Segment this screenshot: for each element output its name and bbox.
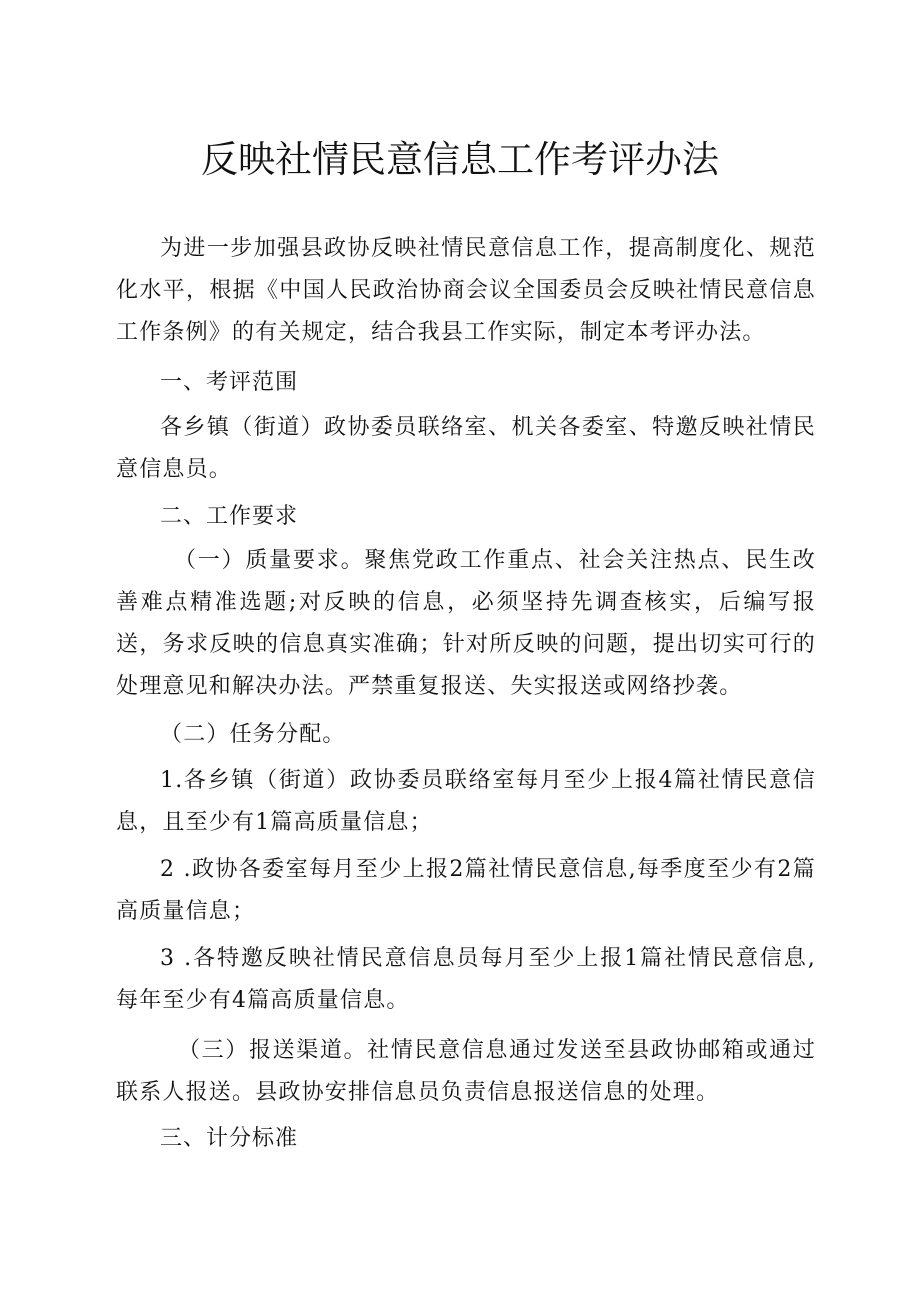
section-heading-scope: 一、考评范围 [160, 370, 299, 395]
intro-paragraph: 为进一步加强县政协反映社情民意信息工作，提高制度化、规范化水平，根据《中国人民政治协商会议全国委员会反映社情民意信息工作条例》的有关规定，结合我县工作实际，制定本考评办法。 [116, 236, 816, 345]
section-heading-requirements: 二、工作要求 [160, 504, 299, 529]
task-item-3: 3 .各特邀反映社情民意信息员每月至少上报1篇社情民意信息,每年至少有4篇高质量信息。 [116, 946, 816, 1013]
task-item-2: 2 .政协各委室每月至少上报2篇社情民意信息,每季度至少有2篇高质量信息； [116, 857, 816, 924]
quality-requirement-paragraph: （一）质量要求。聚焦党政工作重点、社会关注热点、民生改善难点精准选题;对反映的信息，必须坚持先调查核实，后编写报送，务求反映的信息真实准确；针对所反映的问题，提出切实可行的处理意见和解决办法。严禁重复报送、失实报送或网络抄袭。 [116, 548, 816, 699]
scope-paragraph: 各乡镇（街道）政协委员联络室、机关各委室、特邀反映社情民意信息员。 [116, 415, 816, 482]
channel-paragraph: （三）报送渠道。社情民意信息通过发送至县政协邮箱或通过联系人报送。县政协安排信息员负责信息报送信息的处理。 [116, 1038, 816, 1105]
section-heading-scoring: 三、计分标准 [160, 1126, 299, 1151]
document-title: 反映社情民意信息工作考评办法 [201, 138, 719, 181]
task-item-1: 1.各乡镇（街道）政协委员联络室每月至少上报4篇社情民意信息，且至少有1篇高质量信息； [116, 768, 816, 835]
task-allocation-heading: （二）任务分配。 [160, 722, 346, 747]
